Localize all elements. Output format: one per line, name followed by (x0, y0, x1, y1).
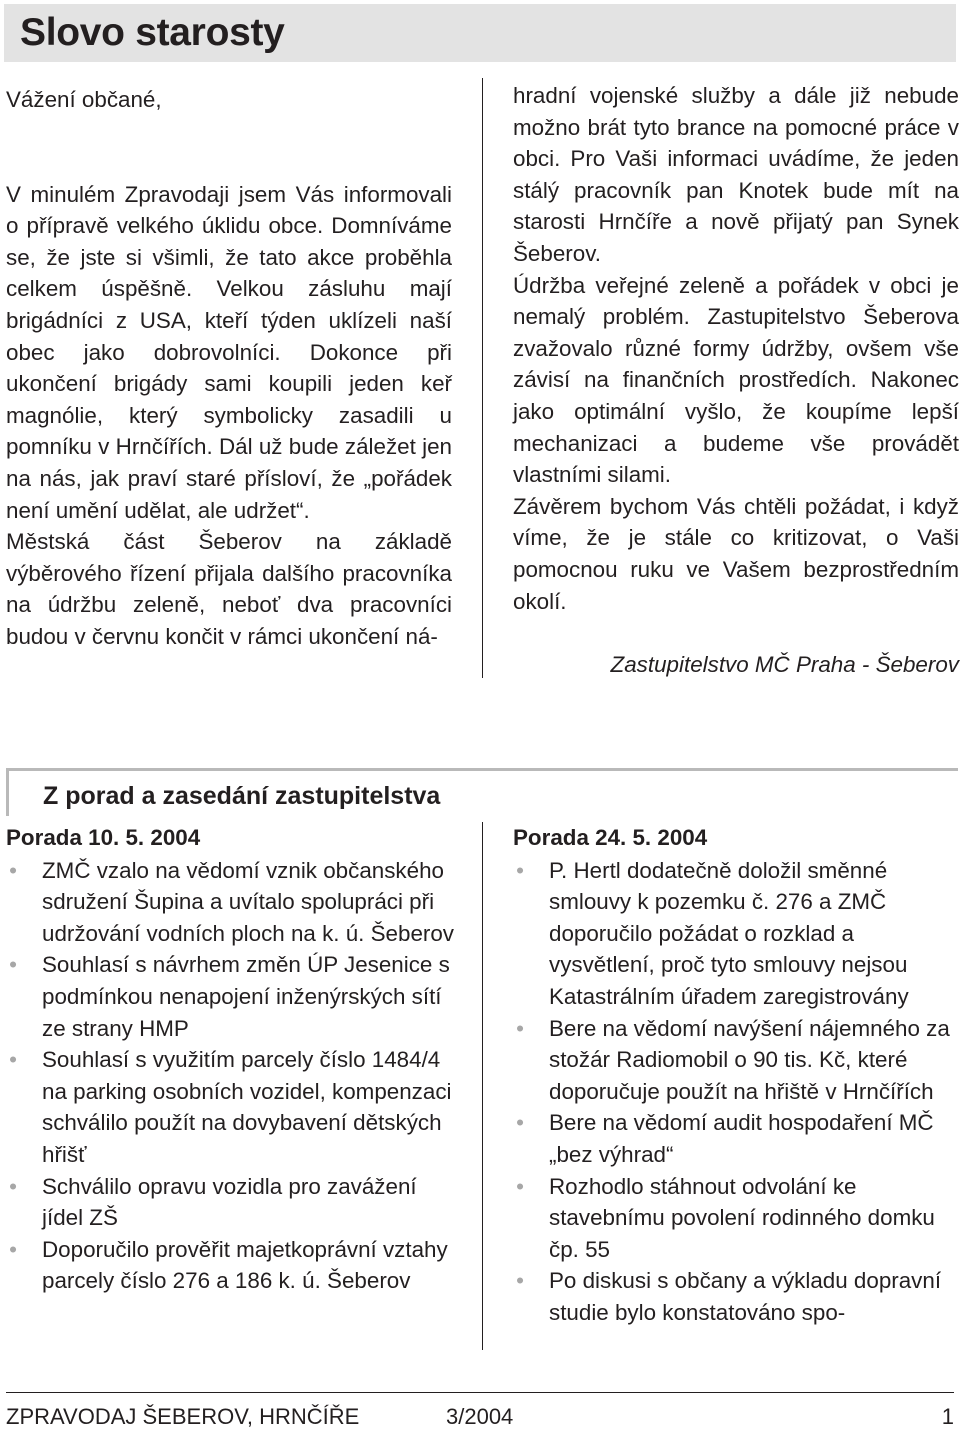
bullet-icon: • (516, 1268, 524, 1294)
footer (6, 1392, 954, 1431)
title-bar (4, 4, 956, 62)
letter-paragraph: Údržba veřejné zeleně a pořádek v obci je nemalý problém. Zastupitelstvo Šeberova zvažovalo různé formy údržby, ovšem vše závisí na finančních prostředích. Nakonec jako optimální vyšlo, že koupíme lepší mechanizaci a budeme vše provádět vlastními silami. (513, 272, 959, 488)
bullet-icon: • (9, 1236, 17, 1262)
bullet-icon: • (516, 857, 524, 883)
signature: Zastupitelstvo MČ Praha - Šeberov (610, 652, 959, 678)
bullet-icon: • (516, 1015, 524, 1041)
meeting-items (6, 855, 456, 1297)
meeting-title: Porada 24. 5. 2004 (513, 825, 708, 850)
meeting-right (513, 822, 960, 1329)
section-header (6, 768, 958, 816)
column-divider (482, 822, 483, 1350)
letter-paragraph: V minulém Zpravodaji jsem Vás informovali o přípravě velkého úklidu obce. Domníváme se, že jste si všimli, že tato akce proběhla celkem úspěšně. Velkou zásluhu mají brigádníci z USA, kteří týden uklízeli naší obec jako dobrovolníci. Dokonce při ukončení brigády sami koupili jeden keř magnólie, který symbolicky zasadili u pomníku v Hrnčířích. Dál už bude záležet jen na nás, jak praví staré přísloví, že „pořádek není umění udělat, ale udržet“. (6, 181, 452, 523)
section-title: Z porad a zasedání zastupitelstva (43, 782, 441, 810)
bullet-icon: • (9, 1173, 17, 1199)
list-item: • Schválilo opravu vozidla pro zavážení jídel ZŠ (6, 1171, 456, 1234)
column-divider (482, 78, 483, 678)
bullet-icon: • (516, 1110, 524, 1136)
list-item: • Rozhodlo stáhnout odvolání ke stavebnímu povolení rodinného domku čp. 55 (513, 1171, 960, 1266)
list-item: • Po diskusi s občany a výkladu dopravní studie bylo konstatováno spo- (513, 1265, 960, 1328)
bullet-icon: • (9, 952, 17, 978)
letter-left-column (6, 84, 452, 653)
bullet-icon: • (516, 1173, 524, 1199)
list-item: • Souhlasí s využitím parcely číslo 1484/4 na parking osobních vozidel, kompenzaci schválilo použít na dovybavení dětských hřišť (6, 1044, 456, 1170)
letter-paragraph: Závěrem bychom Vás chtěli požádat, i když víme, že je stále co kritizovat, o Vaši pomocnou ruku ve Vašem bezprostředním okolí. (513, 493, 959, 614)
page-number: 1 (941, 1404, 954, 1429)
bullet-icon: • (9, 857, 17, 883)
list-item: • Souhlasí s návrhem změn ÚP Jesenice s podmínkou nenapojení inženýrských sítí ze strany HMP (6, 949, 456, 1044)
page-title: Slovo starosty (20, 11, 285, 54)
list-item: • Doporučilo prověřit majetkoprávní vztahy parcely číslo 276 a 186 k. ú. Šeberov (6, 1234, 456, 1297)
bullet-icon: • (9, 1047, 17, 1073)
meeting-left (6, 822, 456, 1297)
list-item: • ZMČ vzalo na vědomí vznik občanského sdružení Šupina a uvítalo spolupráci při udržování vodních ploch na k. ú. Šeberov (6, 855, 456, 950)
list-item: • P. Hertl dodatečně doložil směnné smlouvy k pozemku č. 276 a ZMČ doporučilo požádat o rozklad a vysvětlení, proč tyto smlouvy nejsou Katastrálním úřadem zaregistrovány (513, 855, 960, 1013)
letter-right-column (513, 80, 959, 681)
meeting-items (513, 855, 960, 1329)
letter-paragraph: Městská část Šeberov na základě výběrového řízení přijala dalšího pracovníka na údržbu zeleně, neboť dva pracovníci budou v červnu končit v rámci ukončení ná- (6, 529, 452, 649)
publication-name: ZPRAVODAJ ŠEBEROV, HRNČÍŘE (6, 1404, 360, 1429)
list-item: • Bere na vědomí audit hospodaření MČ „bez výhrad“ (513, 1107, 960, 1170)
salutation: Vážení občané, (6, 87, 162, 112)
meeting-title: Porada 10. 5. 2004 (6, 825, 201, 850)
letter-paragraph: hradní vojenské služby a dále již nebude možno brát tyto brance na pomocné práce v obci. Pro Vaši informaci uvádíme, že jeden stálý pracovník pan Knotek bude mít na starosti Hrnčíře a nově přijatý pan Synek Šeberov. (513, 83, 959, 266)
list-item: • Bere na vědomí navýšení nájemného za stožár Radiomobil o 90 tis. Kč, které doporučuje použít na hřiště v Hrnčířích (513, 1013, 960, 1108)
issue-number: 3/2004 (446, 1404, 514, 1429)
